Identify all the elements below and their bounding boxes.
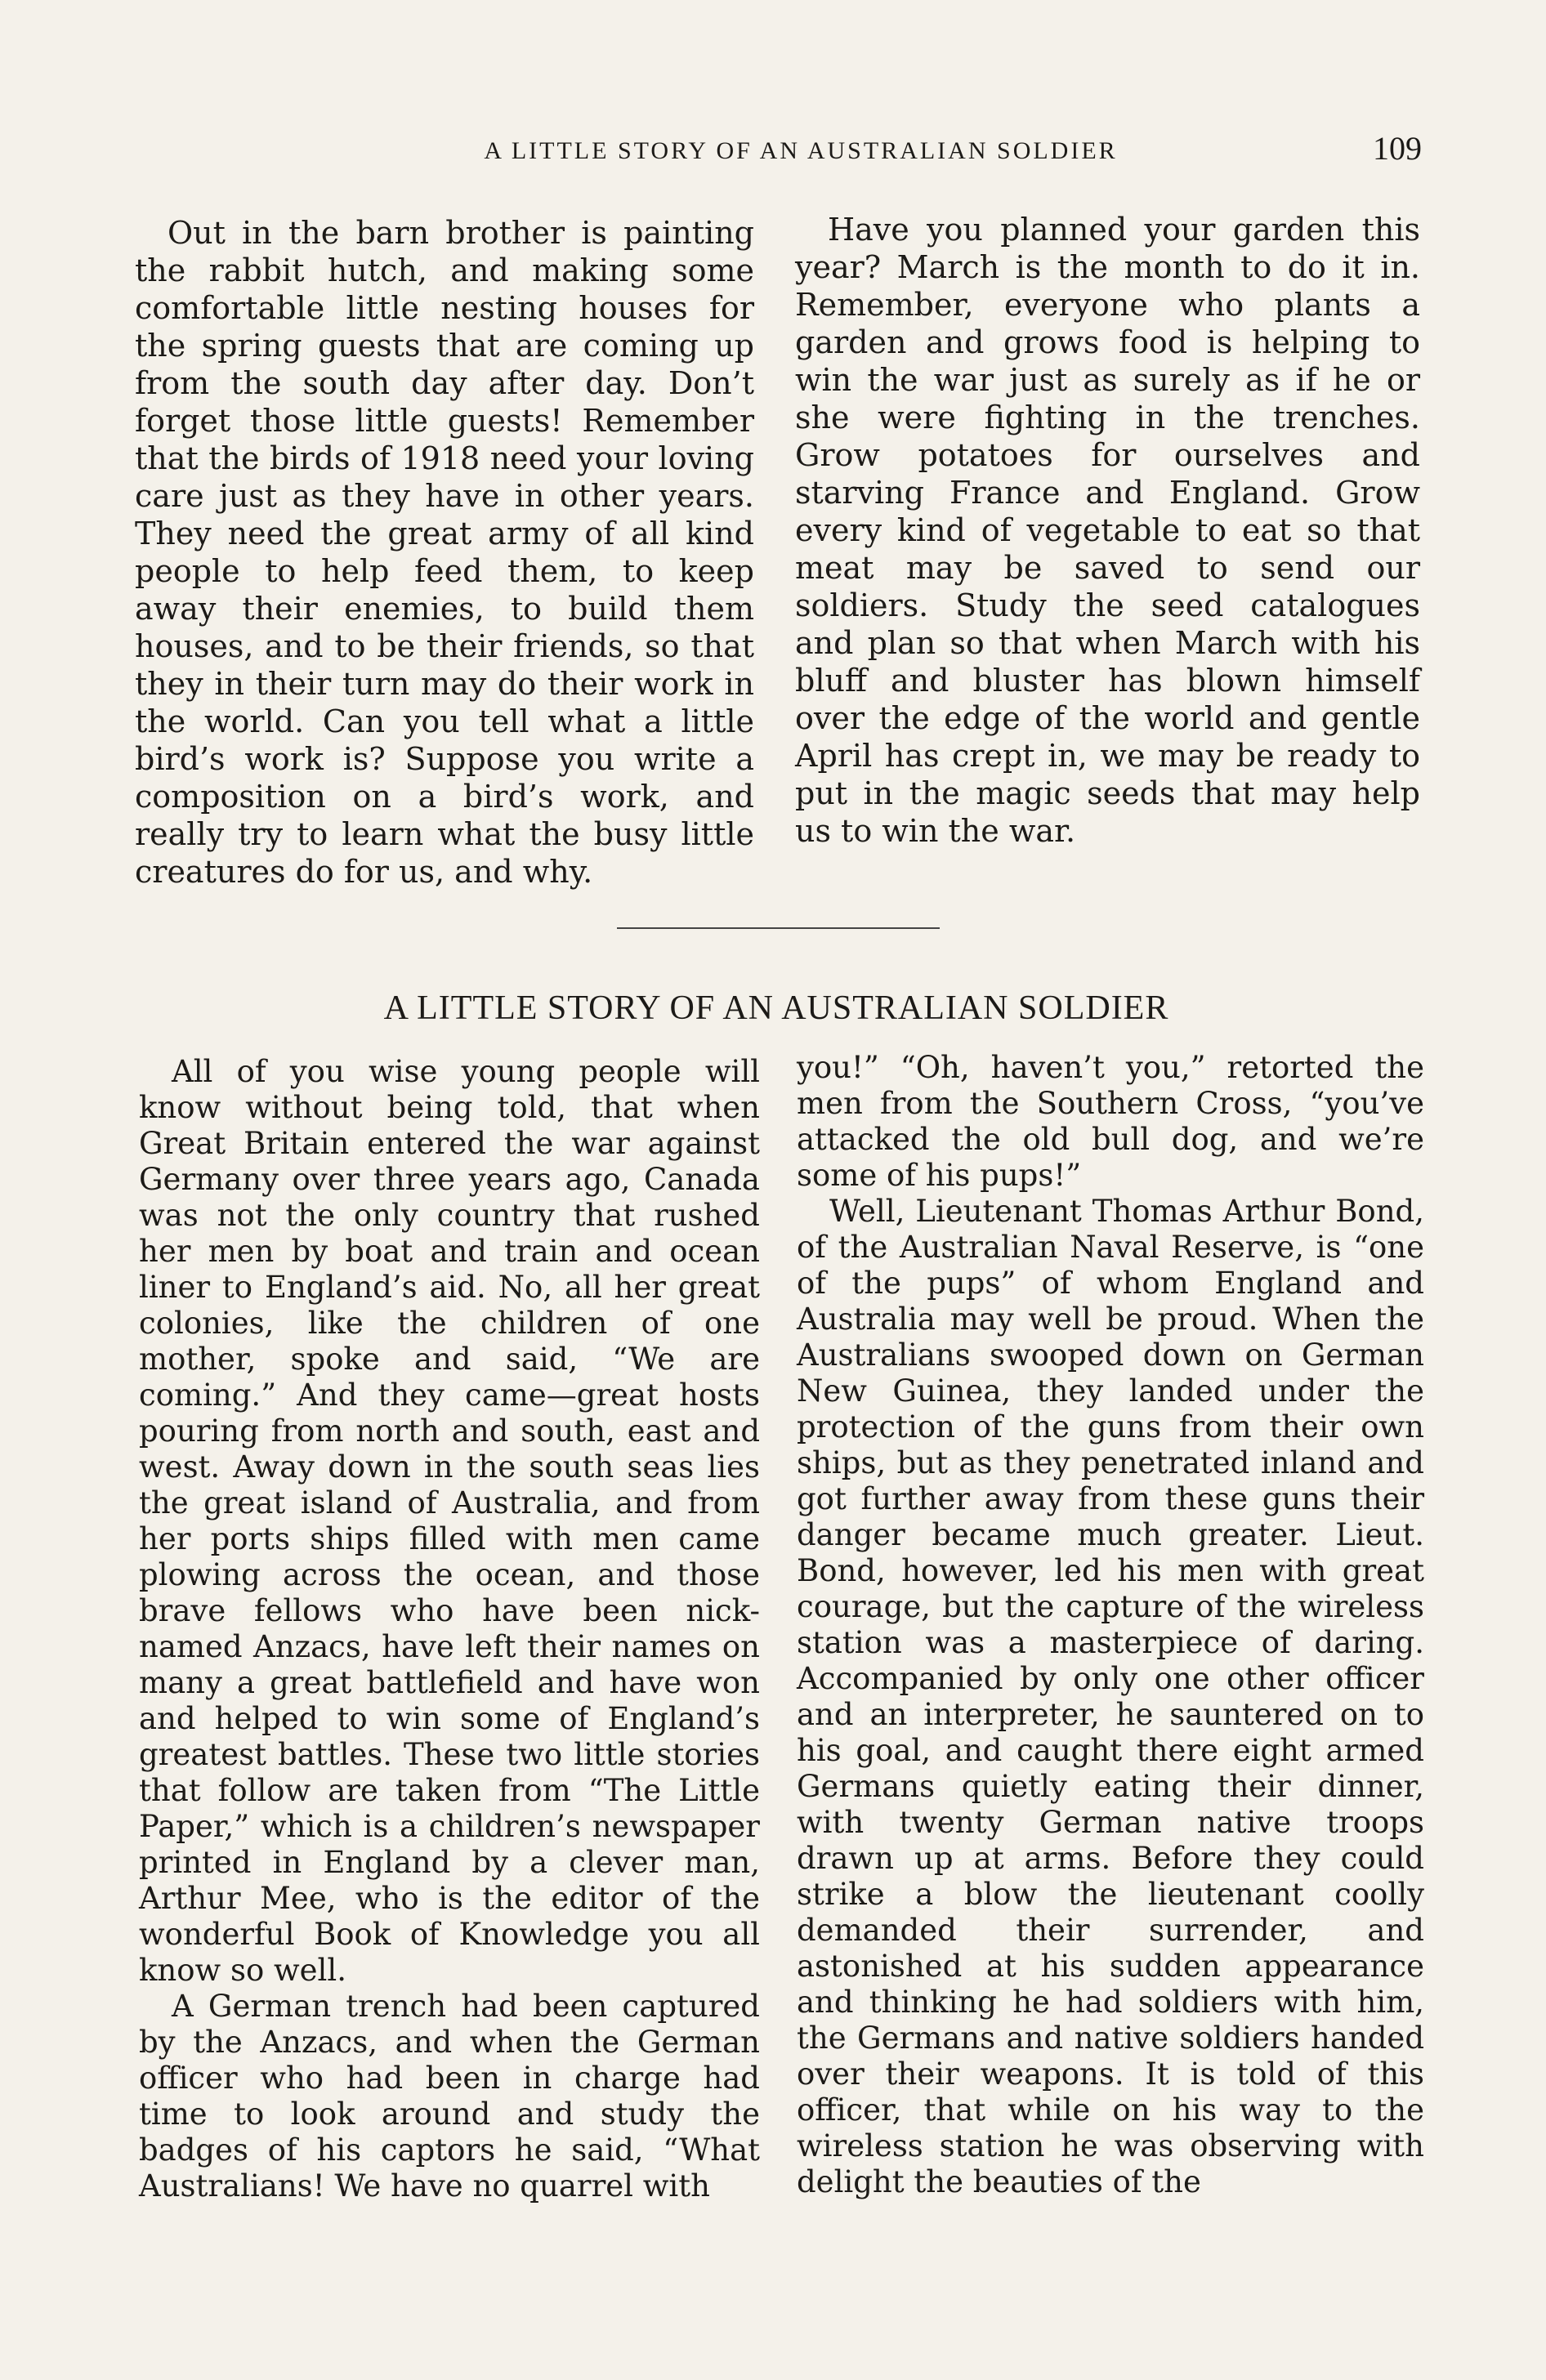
article-paragraph: A German trench had been captured by the Anzacs, and when the German officer who had been in charge had time to look around and study the badges of his captors he said, “What Australians! We have no quarrel with	[139, 1989, 760, 2204]
birds-paragraph: Out in the barn brother is painting the rabbit hutch, and making some comfortable little nesting houses for the spring guests that are coming up from the south day after day. Don’t forget those little guests! Remember that the birds of 1918 need your loving care just as they have in other years. They need the great army of all kind people to help feed them, to keep away their enemies, to build them houses, and to be their friends, so that they in their turn may do their work in the world. Can you tell what a little bird’s work is? Suppose you write a composition on a bird’s work, and really try to learn what the busy little creatures do for us, and why.	[135, 215, 754, 890]
article-paragraph: Well, Lieutenant Thomas Arthur Bond, of the Australian Naval Reserve, is “one of the pups” of whom England and Australia may well be proud. When the Australians swooped down on German New Guinea, they landed under the protection of the guns from their own ships, but as they penetrated inland and got further away from these guns their danger became much greater. Lieut. Bond, however, led his men with great courage, but the capture of the wireless station was a masterpiece of daring. Accompanied by only one other officer and an interpreter, he sauntered on to his goal, and caught there eight armed Germans quietly eating their dinner, with twenty German native troops drawn up at arms. Before they could strike a blow the lieutenant coolly demanded their surrender, and astonished at his sudden appearance and thinking he had soldiers with him, the Germans and native soldiers handed over their weapons. It is told of this officer, that while on his way to the wireless station he was observing with delight the beauties of the	[797, 1194, 1424, 2199]
garden-column	[795, 211, 1420, 850]
running-title: A LITTLE STORY OF AN AUSTRALIAN SOLDIER	[484, 137, 1118, 164]
page-number: 109	[1373, 130, 1422, 167]
birds-column	[135, 214, 754, 891]
article-paragraph: All of you wise young people will know without being told, that when Great Britain entered the war against Germany over three years ago, Canada was not the only country that rushed her men by boat and train and ocean liner to England’s aid. No, all her great colonies, like the children of one mother, spoke and said, “We are coming.” And they came—great hosts pouring from north and south, east and west. Away down in the south seas lies the great island of Australia, and from her ports ships filled with men came plowing across the ocean, and those brave fellows who have been nick-named Anzacs, have left their names on many a great battlefield and have won and helped to win some of England’s greatest battles. These two little stories that follow are taken from “The Little Paper,” which is a children’s newspaper printed in England by a clever man, Arthur Mee, who is the editor of the wonderful Book of Knowledge you all know so well.	[139, 1054, 760, 1988]
garden-paragraph: Have you planned your garden this year? March is the month to do it in. Remember, everyone who plants a garden and grows food is helping to win the war just as surely as if he or she were fighting in the trenches. Grow potatoes for ourselves and starving France and England. Grow every kind of vegetable to eat so that meat may be saved to send our soldiers. Study the seed catalogues and plan so that when March with his bluff and bluster has blown himself over the edge of the world and gentle April has crept in, we may be ready to put in the magic seeds that may help us to win the war.	[795, 212, 1420, 849]
article-paragraph: you!” “Oh, haven’t you,” retorted the men from the Southern Cross, “you’ve attacked the old bull dog, and we’re some of his pups!”	[797, 1050, 1424, 1193]
article-left-column	[139, 1054, 760, 2204]
article-title: A LITTLE STORY OF AN AUSTRALIAN SOLDIER	[383, 989, 1169, 1027]
article-right-column	[797, 1050, 1424, 2200]
section-divider	[617, 927, 940, 929]
